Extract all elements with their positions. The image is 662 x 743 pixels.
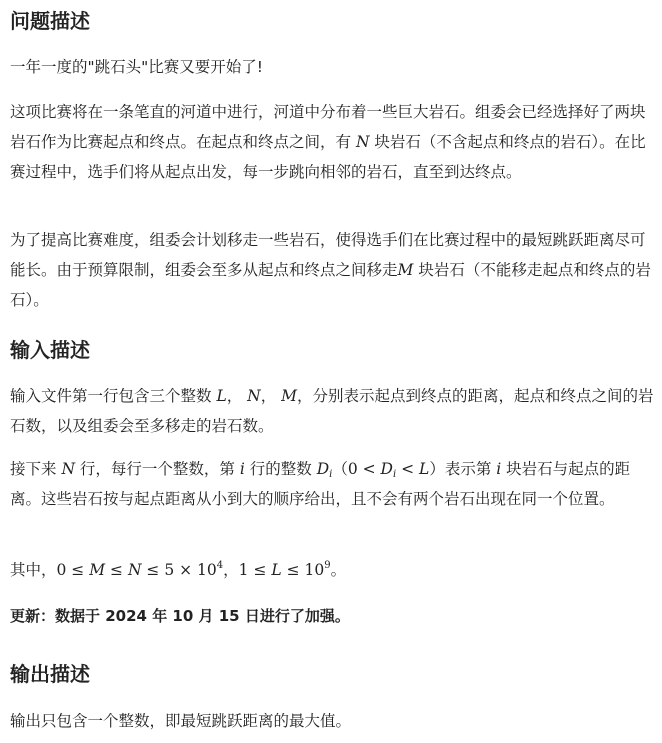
text: 。 (330, 561, 347, 579)
text: 其中， (10, 561, 57, 579)
var-m: M (397, 261, 414, 279)
range-close: ） (429, 460, 445, 478)
math-text: ≤ 5 × 10 (141, 561, 217, 579)
difficulty-text-a: 为了提高比赛难度，组委会计划移走一些岩石，使得选手们在比赛过程中的最短跳跃距离尽可能长。由于预算限制，组委会至多从起点和终点之间移走 (10, 231, 646, 279)
var-n: N (247, 387, 261, 405)
var-d: D (316, 460, 330, 478)
intro-paragraph: 一年一度的"跳石头"比赛又要开始了! (10, 58, 263, 76)
text: 行的整数 (244, 460, 317, 478)
text: 表示第 (444, 460, 497, 478)
input-text-b: ，分别表示起点到终点的距离，起点和终点之间的岩石数，以及组委会至多移走的岩石数。 (10, 387, 654, 435)
rules-text-a: 这项比赛将在一条笔直的河道中进行，河道中分布着一些巨大岩石。组委会已经选择好了两块岩石作为比赛起点和终点。在起点和终点之间，有 (10, 103, 646, 151)
var-i: i (496, 460, 502, 478)
subscript-i: i (392, 469, 397, 480)
text: 块岩石与起点的距离。这些岩石按与起点距离从小到大的顺序给出，且不会有两个岩石出现在同一个位置。 (10, 460, 631, 508)
var-m: M (281, 387, 298, 405)
var-n: N (61, 460, 75, 478)
var-m: M (89, 561, 106, 579)
math-text: ≤ (105, 561, 128, 579)
separator: ， (260, 387, 282, 405)
exponent: 9 (324, 560, 331, 571)
constraints-paragraph (10, 555, 655, 585)
var-n: N (355, 133, 370, 151)
text: 行，每行一个整数，第 (75, 460, 240, 478)
var-i: i (239, 460, 245, 478)
math-text: ≤ 10 (281, 561, 325, 579)
less-than: < (396, 460, 420, 478)
var-l: L (271, 561, 282, 579)
difficulty-paragraph (10, 225, 655, 315)
input-rocks-paragraph (10, 454, 655, 514)
input-text-a: 输入文件第一行包含三个整数 (10, 387, 217, 405)
update-note: 更新：数据于 2024 年 10 月 15 日进行了加强。 (10, 607, 350, 625)
math-text: ，1 ≤ (223, 561, 272, 579)
difficulty-text-b: 块岩石（不能移走起点和终点的岩石）。 (10, 261, 651, 309)
exponent: 4 (216, 560, 224, 571)
output-description-heading: 输出描述 (10, 662, 90, 686)
text: 接下来 (10, 460, 62, 478)
subscript-i: i (329, 469, 333, 480)
var-n: N (127, 561, 142, 579)
input-description-heading: 输入描述 (10, 338, 90, 362)
problem-description-heading: 问题描述 (10, 9, 90, 33)
input-first-line-paragraph (10, 381, 655, 441)
var-d: D (380, 460, 393, 478)
var-l: L (216, 387, 227, 405)
var-l: L (419, 460, 430, 478)
rules-text-b: 块岩石（不含起点和终点的岩石）。在比赛过程中，选手们将从起点出发，每一步跳向相邻的岩石，直至到达终点。 (10, 133, 646, 181)
range-open: （0 < (332, 460, 381, 478)
rules-paragraph (10, 97, 655, 187)
separator: ， (226, 387, 248, 405)
math-text: 0 ≤ (56, 561, 90, 579)
output-paragraph: 输出只包含一个整数，即最短跳跃距离的最大值。 (10, 712, 352, 730)
